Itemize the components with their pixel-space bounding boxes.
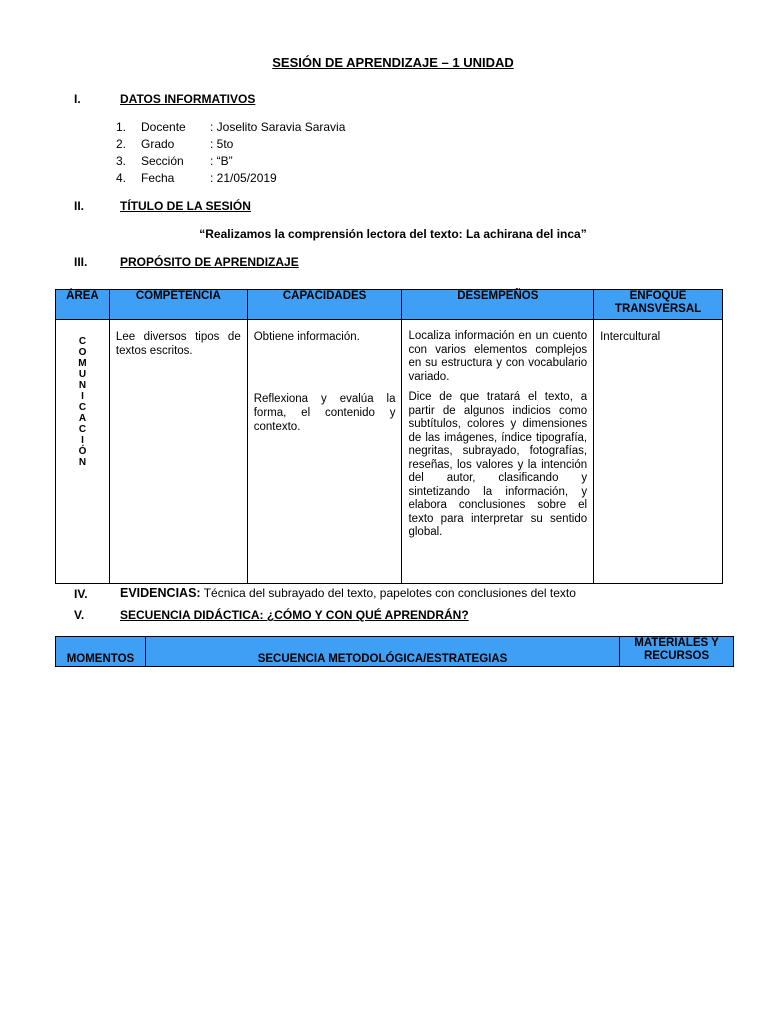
header-area: ÁREA [56,290,110,320]
desempeno-2: Dice de que tratará el texto, a partir de algunos indicios como subtítulos, colores y dimensiones de las imágenes, índice tipografía, negritas, subrayado, fotografías, reseñas, los valores y la intención del autor, clasificando y sintetizando la información, y elabora conclusiones sobre el texto para interpretar su sentido global. [408,391,588,538]
section-number: I. [74,92,81,106]
header-capacidades: CAPACIDADES [247,290,402,320]
section-number: V. [74,608,85,622]
capacidad-1: Obtiene información. [253,331,360,343]
section-title-secuencia: SECUENCIA DIDÁCTICA: ¿CÓMO Y CON QUÉ APRENDRÁN? [120,608,469,622]
header-materiales: MATERIALES Y RECURSOS [620,637,734,667]
evidencias [120,586,576,600]
section-number: II. [74,199,85,213]
section-number: IV. [74,587,88,601]
info-item-seccion: 3. Sección : “B” [116,154,233,168]
info-item-fecha: 4. Fecha : 21/05/2019 [116,171,277,185]
header-desempenos: DESEMPEÑOS [402,290,594,320]
info-list [0,120,768,190]
section-number: III. [74,255,88,269]
evidencias-text: Técnica del subrayado del texto, papelotes con conclusiones del texto [200,586,576,600]
purpose-table [55,289,723,584]
header-momentos: MOMENTOS [56,637,146,667]
desempeno-1: Localiza información en un cuento con varios elementos complejos en su estructura y con vocabulario variado. [408,330,588,383]
area-cell: C O M U N I C A C I Ó N [56,320,110,584]
section-title-datos: DATOS INFORMATIVOS [120,92,256,106]
info-item-docente: 1. Docente : Joselito Saravia Saravia [116,120,346,134]
evidencias-label: EVIDENCIAS: [120,586,201,600]
desempenos-cell [402,320,594,584]
session-title: “Realizamos la comprensión lectora del texto: La achirana del inca” [199,227,587,241]
capacidades-cell [247,320,402,584]
enfoque-cell: Intercultural [594,320,723,584]
header-enfoque: ENFOQUE TRANSVERSAL [594,290,723,320]
header-secuencia: SECUENCIA METODOLÓGICA/ESTRATEGIAS [145,637,619,667]
capacidad-2: Reflexiona y evalúa la forma, el contenido y contexto. [253,393,396,433]
info-item-grado: 2. Grado : 5to [116,137,234,151]
header-competencia: COMPETENCIA [109,290,247,320]
section-title-proposito: PROPÓSITO DE APRENDIZAJE [120,255,299,269]
page-title: SESIÓN DE APRENDIZAJE – 1 UNIDAD [272,55,514,70]
section-title-titulo: TÍTULO DE LA SESIÓN [120,199,251,213]
sequence-table [55,636,734,667]
competencia-cell: Lee diversos tipos de textos escritos. [109,320,247,584]
